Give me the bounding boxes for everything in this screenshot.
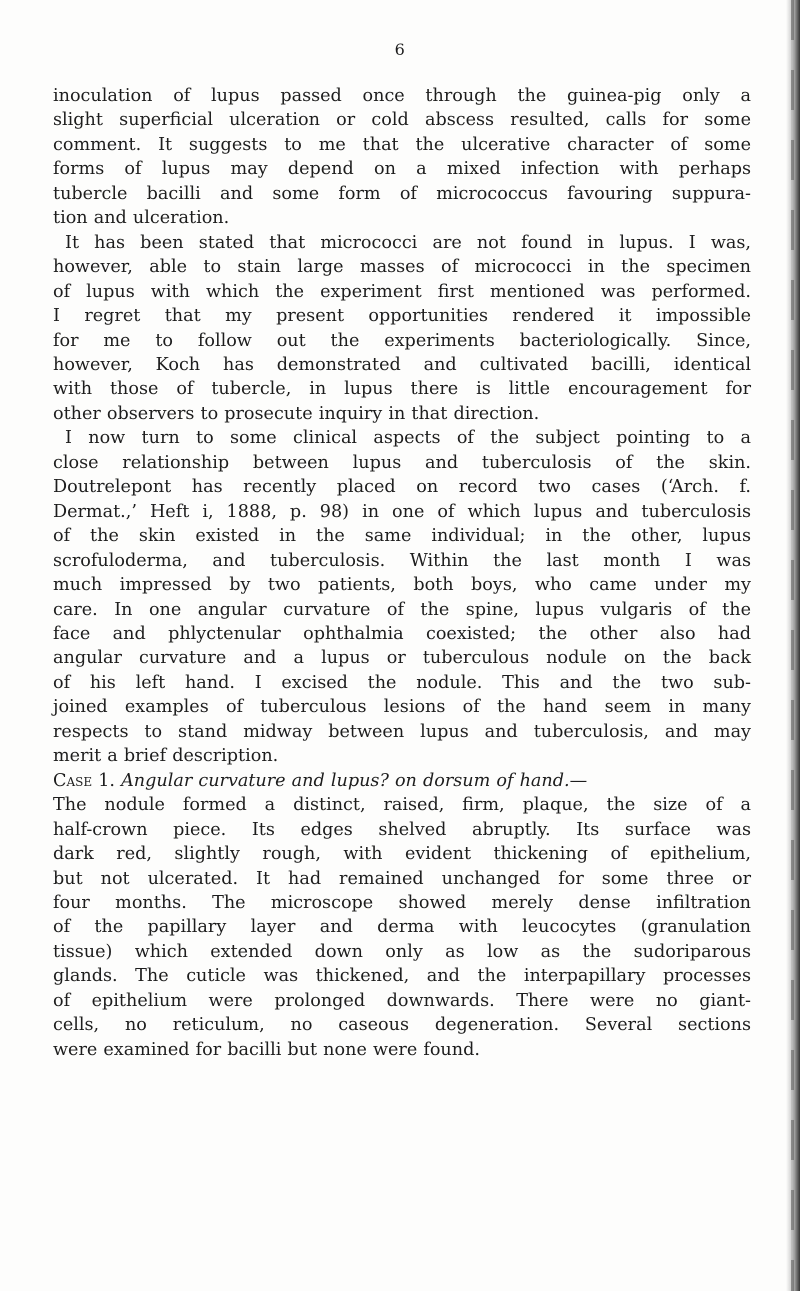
paragraph (53, 231, 751, 427)
text-line: with those of tubercle, in lupus there is little encouragement for (53, 379, 751, 400)
text-line: Dermat.,’ Heft i, 1888, p. 98) in one of which lupus and tuberculosis (53, 501, 751, 522)
paragraph (53, 426, 751, 768)
text-line: glands. The cuticle was thickened, and the interpapillary processes (53, 966, 751, 987)
case-label: Case 1. (53, 770, 115, 791)
text-line: of lupus with which the experiment first mentioned was performed. (53, 281, 751, 302)
text-line: comment. It suggests to me that the ulcerative character of some (53, 134, 751, 155)
text-line: The nodule formed a distinct, raised, firm, plaque, the size of a (53, 795, 751, 816)
text-line: I now turn to some clinical aspects of the subject pointing to a (65, 428, 751, 449)
text-line: for me to follow out the experiments bacteriologically. Since, (53, 330, 751, 351)
text-line: but not ulcerated. It had remained unchanged for some three or (53, 868, 751, 889)
text-line: half-crown piece. Its edges shelved abruptly. Its surface was (53, 819, 751, 840)
text-line: slight superficial ulceration or cold abscess resulted, calls for some (53, 110, 751, 131)
body-text (53, 84, 751, 1062)
paragraph-container (53, 84, 751, 769)
text-line: four months. The microscope showed merely dense infiltration (53, 892, 751, 913)
text-line: were examined for bacilli but none were found. (53, 1039, 480, 1060)
text-line: tissue) which extended down only as low as the sudoriparous (53, 941, 751, 962)
case-title: Angular curvature and lupus? on dorsum of hand. (121, 770, 570, 791)
text-line: face and phlyctenular ophthalmia coexisted; the other also had (53, 623, 751, 644)
case-dash: — (569, 770, 588, 791)
paragraph (53, 84, 751, 231)
text-line: Doutrelepont has recently placed on record two cases (‘Arch. f. (53, 477, 751, 498)
text-line: merit a brief description. (53, 746, 279, 767)
case-body (53, 793, 751, 1062)
case-first-line (53, 769, 751, 793)
case-paragraph (53, 769, 751, 1062)
text-line: however, able to stain large masses of micrococci in the specimen (53, 257, 751, 278)
text-line: joined examples of tuberculous lesions of the hand seem in many (53, 697, 751, 718)
text-line: inoculation of lupus passed once through the guinea-pig only a (53, 86, 751, 106)
text-line: of the papillary layer and derma with leucocytes (granulation (53, 917, 751, 938)
text-line: It has been stated that micrococci are not found in lupus. I was, (65, 232, 751, 253)
text-line: of the skin existed in the same individual; in the other, lupus (53, 526, 751, 547)
text-line: however, Koch has demonstrated and cultivated bacilli, identical (53, 354, 751, 375)
text-line: tion and ulceration. (53, 208, 230, 229)
text-line: close relationship between lupus and tuberculosis of the skin. (53, 452, 751, 473)
text-line: I regret that my present opportunities rendered it impossible (53, 306, 751, 327)
text-line: tubercle bacilli and some form of micrococcus favouring suppura- (53, 183, 751, 204)
text-line: scrofuloderma, and tuberculosis. Within the last month I was (53, 550, 751, 571)
text-line: other observers to prosecute inquiry in that direction. (53, 403, 540, 424)
text-line: of his left hand. I excised the nodule. This and the two sub- (53, 672, 751, 693)
text-line: of epithelium were prolonged downwards. There were no giant- (53, 990, 751, 1011)
text-line: much impressed by two patients, both boys, who came under my (53, 575, 751, 596)
text-line: care. In one angular curvature of the spine, lupus vulgaris of the (53, 599, 751, 620)
text-line: cells, no reticulum, no caseous degeneration. Several sections (53, 1015, 751, 1036)
page-number: 6 (394, 40, 406, 59)
text-line: forms of lupus may depend on a mixed infection with perhaps (53, 159, 751, 180)
text-line: angular curvature and a lupus or tuberculous nodule on the back (53, 648, 751, 669)
text-line: respects to stand midway between lupus and tuberculosis, and may (53, 721, 751, 742)
page-edge-binding (791, 0, 794, 1291)
text-line: dark red, slightly rough, with evident thickening of epithelium, (53, 844, 751, 865)
